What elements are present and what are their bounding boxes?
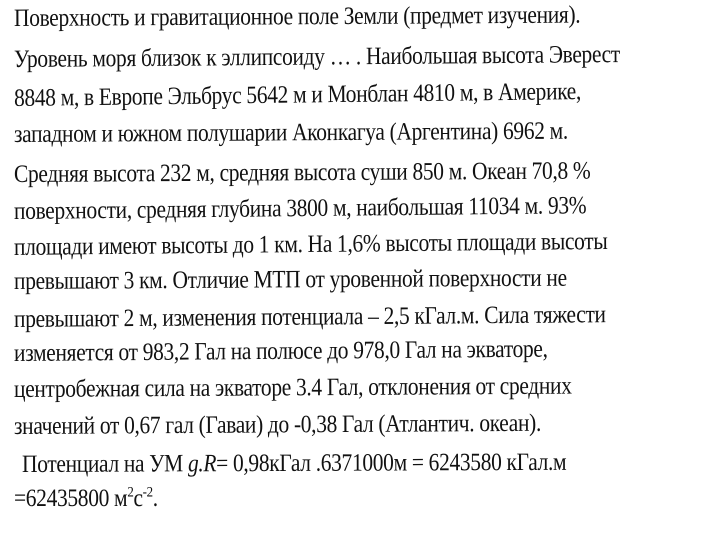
text-line-10: изменяется от 983,2 Гал на полюсе до 978,0 Гал на экваторе, bbox=[13, 335, 548, 367]
formula-prefix: Потенциал на УМ bbox=[21, 450, 188, 478]
text-line-5: Средняя высота 232 м, средняя высота суши 850 м. Океан 70,8 % bbox=[13, 157, 591, 188]
text-line-6: поверхности, средняя глубина 3800 м, наибольшая 11034 м. 93% bbox=[13, 192, 587, 225]
formula-line bbox=[22, 448, 566, 480]
text-line-3: 8848 м, в Европе Эльбрус 5642 м и Монблан 4810 м, в Америке, bbox=[13, 78, 582, 112]
text-line-4: западном и южном полушарии Аконкагуа (Аргентина) 6962 м. bbox=[13, 117, 568, 148]
text-line-11: центробежная сила на экваторе 3.4 Гал, отклонения от средних bbox=[13, 372, 572, 403]
text-line-12: значений от 0,67 гал (Гаваи) до -0,38 Гал (Атлантич. океан). bbox=[13, 409, 542, 440]
text-line-7: площади имеют высоты до 1 км. На 1,6% высоты площади высоты bbox=[13, 227, 608, 261]
text-line-8: превышают 3 км. Отличие МТП от уровенной поверхности не bbox=[13, 264, 567, 295]
formula-result-line bbox=[14, 484, 158, 514]
formula-symbol: g.R bbox=[187, 450, 217, 478]
text-line-9: превышают 2 м, изменения потенциала – 2,5 кГал.м. Сила тяжести bbox=[13, 301, 606, 333]
formula-unit: с bbox=[133, 485, 143, 512]
formula-exponent-2: -2 bbox=[142, 484, 153, 501]
formula-exponent-1: 2 bbox=[127, 484, 134, 501]
formula-result-prefix: =62435800 м bbox=[14, 485, 128, 512]
formula-end: . bbox=[152, 485, 158, 512]
formula-rest: = 0,98кГал .6371000м = 6243580 кГал.м bbox=[216, 448, 567, 478]
text-line-2: Уровень моря близок к эллипсоиду … . Наибольшая высота Эверест bbox=[13, 41, 620, 73]
text-line-1: Поверхность и гравитационное поле Земли (предмет изучения). bbox=[13, 1, 581, 32]
